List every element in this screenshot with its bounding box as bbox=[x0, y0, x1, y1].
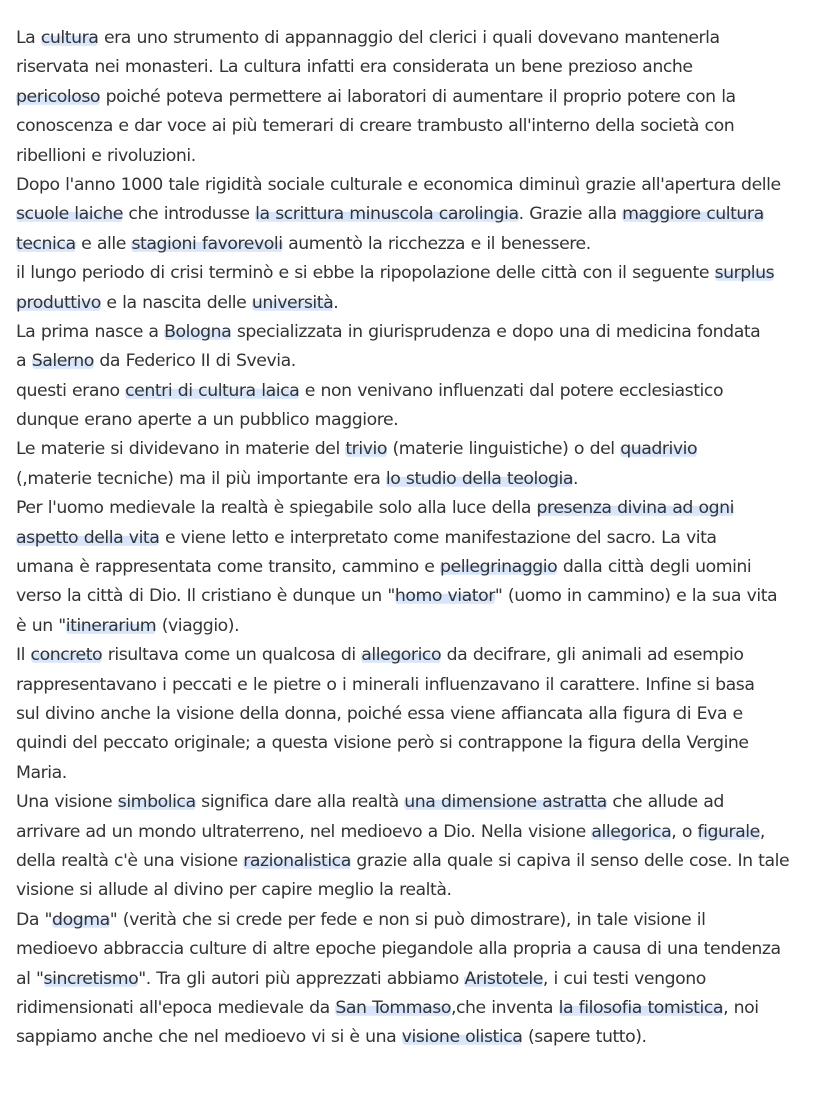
text-segment: sappiamo anche che nel medioevo vi si è una bbox=[16, 1027, 402, 1048]
highlighted-term: itinerarium bbox=[65, 615, 157, 636]
highlighted-term: cultura bbox=[40, 28, 99, 48]
text-segment: Il bbox=[16, 645, 31, 666]
text-line bbox=[16, 200, 816, 229]
text-segment: " (verità che si crede per fede e non si può dimostrare), in tale visione il bbox=[109, 909, 706, 930]
text-segment: grazie alla quale si capiva il senso delle cose. In tale bbox=[350, 850, 790, 871]
text-segment: ribellioni e rivoluzioni. bbox=[16, 145, 196, 166]
text-segment: al " bbox=[16, 968, 44, 989]
text-segment: . bbox=[573, 468, 579, 489]
highlighted-term: centri di cultura laica bbox=[125, 380, 300, 401]
text-line bbox=[16, 406, 816, 435]
text-line bbox=[16, 582, 816, 611]
text-segment: La prima nasce a bbox=[16, 321, 165, 342]
text-line bbox=[16, 289, 816, 318]
highlighted-term: tecnica bbox=[16, 233, 76, 254]
highlighted-term: la filosofia tomistica bbox=[558, 997, 724, 1018]
text-segment: Dopo l'anno 1000 tale rigidità sociale culturale e economica diminuì grazie all'apertura delle bbox=[16, 174, 781, 195]
highlighted-term: università bbox=[251, 292, 334, 313]
text-segment: Una visione bbox=[16, 792, 118, 813]
highlighted-term: una dimensione astratta bbox=[404, 792, 607, 813]
text-segment: , o bbox=[671, 821, 698, 842]
text-segment: Da " bbox=[16, 909, 53, 930]
highlighted-term: stagioni favorevoli bbox=[131, 233, 283, 254]
text-segment: (,materie tecniche) ma il più importante era bbox=[16, 468, 386, 489]
text-segment: Per l'uomo medievale la realtà è spiegabile solo alla luce della bbox=[16, 498, 537, 519]
text-segment: (sapere tutto). bbox=[522, 1027, 647, 1048]
text-segment: . Grazie alla bbox=[518, 204, 623, 225]
text-segment: ,che inventa bbox=[450, 997, 559, 1018]
text-segment: da Federico II di Svevia. bbox=[93, 351, 296, 372]
highlighted-term: dogma bbox=[52, 909, 110, 930]
text-line bbox=[16, 935, 816, 964]
text-segment: e non venivano influenzati dal potere ecclesiastico bbox=[299, 380, 724, 401]
text-line bbox=[16, 524, 816, 553]
highlighted-term: pellegrinaggio bbox=[440, 557, 558, 578]
highlighted-term: sincretismo bbox=[43, 968, 139, 989]
text-segment: e la nascita delle bbox=[100, 292, 252, 313]
text-segment: , bbox=[759, 821, 765, 842]
highlighted-term: allegorica bbox=[591, 821, 672, 842]
text-line bbox=[16, 171, 816, 200]
text-segment: specializzata in giurisprudenza e dopo una di medicina fondata bbox=[231, 321, 761, 342]
text-segment: che introdusse bbox=[122, 204, 256, 225]
highlighted-term: quadrivio bbox=[620, 439, 698, 460]
text-line bbox=[16, 24, 816, 53]
text-segment: dunque erano aperte a un pubblico maggiore. bbox=[16, 410, 399, 431]
highlighted-term: razionalistica bbox=[243, 850, 351, 871]
text-line bbox=[16, 53, 816, 82]
text-line bbox=[16, 876, 816, 905]
highlighted-term: Salerno bbox=[31, 351, 94, 372]
highlighted-term: la scrittura minuscola carolingia bbox=[255, 204, 519, 225]
highlighted-term: maggiore cultura bbox=[622, 204, 764, 225]
text-segment: , noi bbox=[723, 997, 759, 1018]
text-segment: arrivare ad un mondo ultraterreno, nel medioevo a Dio. Nella visione bbox=[16, 821, 592, 842]
text-line bbox=[16, 1023, 816, 1052]
highlighted-term: presenza divina ad ogni bbox=[536, 498, 734, 519]
highlighted-term: scuole laiche bbox=[16, 204, 123, 225]
text-segment: (materie linguistiche) o del bbox=[386, 439, 621, 460]
highlighted-term: produttivo bbox=[16, 292, 101, 313]
text-line bbox=[16, 112, 816, 141]
text-line bbox=[16, 641, 816, 670]
text-line bbox=[16, 906, 816, 935]
text-segment: era uno strumento di appannaggio del clerici i quali dovevano mantenerla bbox=[98, 28, 720, 48]
text-line bbox=[16, 994, 816, 1023]
text-segment: e viene letto e interpretato come manifestazione del sacro. La vita bbox=[159, 527, 717, 548]
text-line bbox=[16, 818, 816, 847]
text-segment: e alle bbox=[75, 233, 132, 254]
text-segment: da decifrare, gli animali ad esempio bbox=[441, 645, 744, 666]
handwritten-notes-page bbox=[16, 24, 816, 1053]
text-line bbox=[16, 612, 816, 641]
highlighted-term: San Tommaso bbox=[335, 997, 451, 1018]
highlighted-term: pericoloso bbox=[16, 86, 101, 107]
text-segment: " (uomo in cammino) e la sua vita bbox=[494, 586, 778, 607]
text-segment: . bbox=[333, 292, 339, 313]
highlighted-term: trivio bbox=[345, 439, 387, 460]
text-line bbox=[16, 788, 816, 817]
text-line bbox=[16, 142, 816, 171]
text-segment: ". Tra gli autori più apprezzati abbiamo bbox=[138, 968, 465, 989]
text-line bbox=[16, 259, 816, 288]
text-segment: questi erano bbox=[16, 380, 126, 401]
text-segment: La bbox=[16, 28, 41, 48]
text-segment: medioevo abbraccia culture di altre epoche piegandole alla propria a causa di una tendenza bbox=[16, 939, 781, 960]
text-segment: a bbox=[16, 351, 32, 372]
text-segment: Le materie si dividevano in materie del bbox=[16, 439, 346, 460]
text-segment: significa dare alla realtà bbox=[195, 792, 405, 813]
text-line bbox=[16, 347, 816, 376]
text-segment: Maria. bbox=[16, 762, 67, 783]
text-line bbox=[16, 377, 816, 406]
text-segment: aumentò la ricchezza e il benessere. bbox=[282, 233, 591, 254]
text-segment: poiché poteva permettere ai laboratori di aumentare il proprio potere con la bbox=[100, 86, 736, 107]
highlighted-term: homo viator bbox=[394, 586, 495, 607]
text-segment: risultava come un qualcosa di bbox=[102, 645, 362, 666]
highlighted-term: Bologna bbox=[164, 321, 232, 342]
text-line bbox=[16, 729, 816, 758]
text-segment: sul divino anche la visione della donna, poiché essa viene affiancata alla figura di Eva e bbox=[16, 703, 743, 724]
text-segment: quindi del peccato originale; a questa visione però si contrappone la figura della Vergine bbox=[16, 733, 749, 754]
text-line bbox=[16, 494, 816, 523]
text-segment: il lungo periodo di crisi terminò e si ebbe la ripopolazione delle città con il seguente bbox=[16, 263, 715, 284]
text-segment: che allude ad bbox=[606, 792, 724, 813]
highlighted-term: lo studio della teologia bbox=[385, 468, 574, 489]
text-segment: della realtà c'è una visione bbox=[16, 850, 244, 871]
highlighted-term: simbolica bbox=[117, 792, 196, 813]
text-segment: conoscenza e dar voce ai più temerari di creare trambusto all'interno della società con bbox=[16, 116, 735, 137]
highlighted-term: Aristotele bbox=[464, 968, 543, 989]
text-segment: è un " bbox=[16, 615, 66, 636]
highlighted-term: allegorico bbox=[361, 645, 442, 666]
text-segment: ridimensionati all'epoca medievale da bbox=[16, 997, 336, 1018]
text-segment: visione si allude al divino per capire meglio la realtà. bbox=[16, 880, 452, 901]
text-segment: umana è rappresentata come transito, cammino e bbox=[16, 557, 440, 578]
text-segment: , i cui testi vengono bbox=[542, 968, 706, 989]
text-line bbox=[16, 230, 816, 259]
text-line bbox=[16, 465, 816, 494]
text-segment: dalla città degli uomini bbox=[557, 557, 752, 578]
text-line bbox=[16, 553, 816, 582]
highlighted-term: figurale bbox=[697, 821, 760, 842]
highlighted-term: aspetto della vita bbox=[16, 527, 160, 548]
highlighted-term: visione olistica bbox=[401, 1027, 523, 1048]
text-segment: rappresentavano i peccati e le pietre o i minerali influenzavano il carattere. Infine si basa bbox=[16, 674, 755, 695]
text-line bbox=[16, 700, 816, 729]
text-line bbox=[16, 318, 816, 347]
text-line bbox=[16, 759, 816, 788]
text-line bbox=[16, 847, 816, 876]
highlighted-term: concreto bbox=[30, 645, 103, 666]
text-line bbox=[16, 965, 816, 994]
text-line bbox=[16, 435, 816, 464]
text-line bbox=[16, 83, 816, 112]
text-segment: riservata nei monasteri. La cultura infatti era considerata un bene prezioso anche bbox=[16, 57, 693, 78]
text-line bbox=[16, 671, 816, 700]
highlighted-term: surplus bbox=[714, 263, 775, 284]
text-segment: verso la città di Dio. Il cristiano è dunque un " bbox=[16, 586, 395, 607]
text-segment: (viaggio). bbox=[156, 615, 240, 636]
